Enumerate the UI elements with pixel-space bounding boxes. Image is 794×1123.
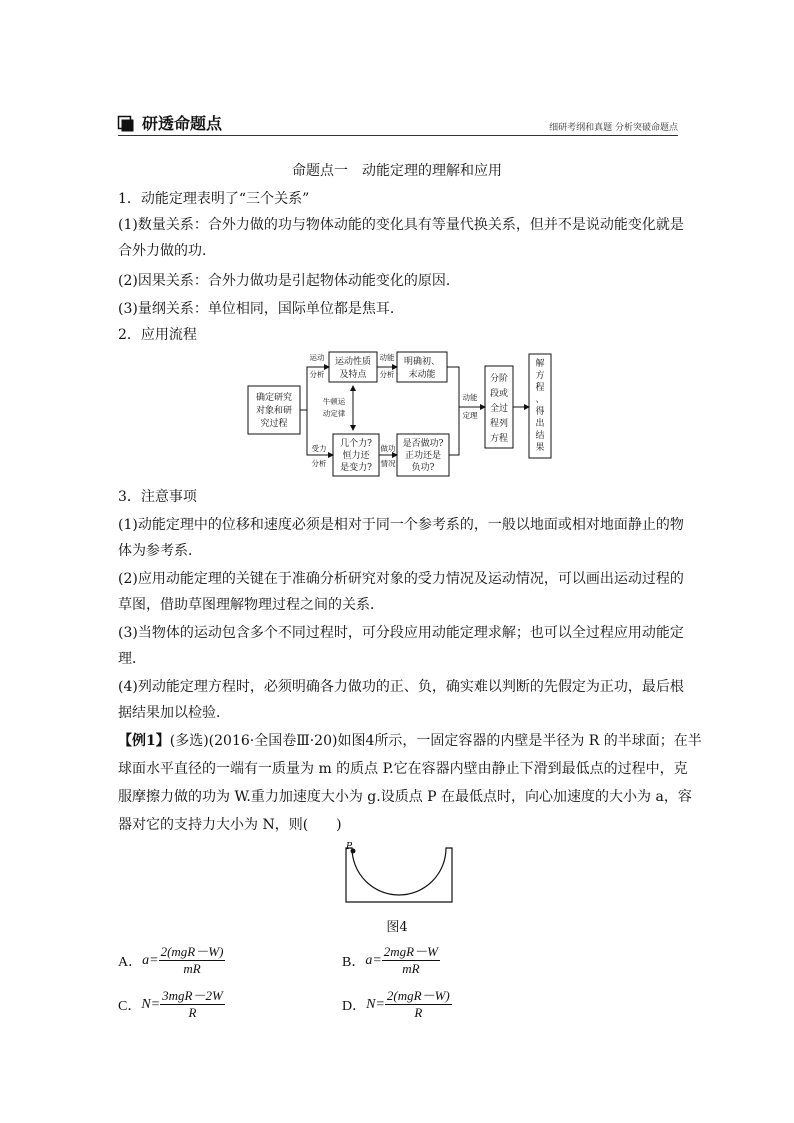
flow-work-line: 正功还是 — [404, 451, 442, 461]
flow-label: 受力 — [311, 444, 327, 453]
denominator: R — [188, 1005, 197, 1020]
paragraph-line: 草图，借助草图理解物理过程之间的关系． — [118, 597, 384, 613]
paragraph-line: (3)量纲关系：单位相同，国际单位都是焦耳． — [118, 301, 404, 317]
flow-ek-line: 明确初、 — [403, 357, 441, 367]
option-c[interactable] — [118, 988, 225, 1021]
flow-label: 动定律 — [322, 409, 346, 418]
flow-start-line: 究过程 — [260, 419, 288, 429]
option-fraction — [382, 944, 440, 977]
option-label: B． — [342, 954, 366, 970]
header-rule — [118, 135, 678, 136]
flow-solve-char: 、 — [535, 395, 545, 405]
option-var: N= — [366, 996, 385, 1012]
flow-label: 分析 — [311, 459, 327, 468]
numerator: 2(mgR－W) — [160, 944, 224, 959]
paragraph-line: 体为参考系． — [118, 543, 202, 559]
flow-segment-char: 全过 — [489, 404, 509, 414]
flow-solve-char: 得 — [535, 407, 545, 417]
flow-start-line: 确定研究 — [255, 393, 293, 403]
flow-motion-line: 及特点 — [339, 370, 367, 380]
option-fraction — [385, 988, 452, 1021]
option-fraction — [160, 988, 225, 1021]
flow-solve-char: 程 — [535, 383, 545, 393]
denominator: mR — [183, 961, 201, 976]
flow-diagram — [245, 352, 555, 473]
numerator: 3mgR－2W — [162, 988, 223, 1003]
numerator: 2mgR－W — [383, 944, 438, 959]
section-square-icon — [118, 116, 134, 132]
heading-notes: 3．注意事项 — [118, 489, 197, 505]
flow-start-line: 对象和研 — [255, 406, 293, 416]
option-var: a= — [365, 952, 382, 968]
paragraph-line: (1)动能定理中的位移和速度必须是相对于同一个参考系的，一般以地面或相对地面静止的物 — [118, 517, 684, 533]
paragraph-line: (2)因果关系：合外力做功是引起物体动能变化的原因． — [118, 273, 460, 289]
example-line: 服摩擦力做的功为 W.重力加速度大小为 g.设质点 P 在最低点时，向心加速度的大小为 a，容 — [118, 789, 692, 805]
example-line: 球面水平直径的一端有一质量为 m 的质点 P.它在容器内壁由静止下滑到最低点的过程中，克 — [118, 761, 688, 777]
flow-solve-char: 结 — [535, 431, 545, 441]
example-text: (多选)(2016·全国卷Ⅲ·20)如图4所示，一固定容器的内壁是半径为 R 的半球面；在半 — [169, 733, 702, 749]
option-b[interactable] — [342, 944, 440, 977]
hemisphere-container-figure — [340, 842, 460, 912]
option-d[interactable] — [342, 988, 452, 1021]
flow-segment-char: 程列 — [489, 419, 509, 429]
paragraph-line: 理． — [118, 651, 146, 667]
denominator: mR — [402, 961, 420, 976]
flow-force-line: 几个力? — [340, 439, 372, 449]
flow-label: 定理 — [462, 411, 478, 420]
option-var: N= — [141, 996, 161, 1012]
flow-force-line: 是变力? — [340, 463, 372, 473]
heading-flow: 2．应用流程 — [118, 327, 197, 343]
flow-solve-char: 解 — [535, 359, 545, 369]
flow-force-line: 恒力还 — [342, 451, 370, 461]
point-label: P — [346, 842, 353, 852]
flow-work-line: 负功? — [411, 463, 435, 473]
flow-work-line: 是否做功? — [402, 439, 444, 449]
flow-segment-char: 段或 — [489, 389, 509, 399]
flow-motion-line: 运动性质 — [334, 357, 372, 367]
flow-ek-line: 末动能 — [408, 370, 436, 380]
option-label: A． — [118, 954, 143, 970]
paragraph-line: (1)数量关系：合外力做的功与物体动能的变化具有等量代换关系，但并不是说动能变化就是 — [118, 217, 684, 233]
flow-label: 做功 — [380, 444, 396, 453]
figure-caption: 图4 — [386, 920, 408, 935]
flow-label: 分析 — [379, 370, 395, 379]
example-tag: 【例1】 — [118, 733, 170, 749]
paragraph-line: (2)应用动能定理的关键在于准确分析研究对象的受力情况及运动情况，可以画出运动过程的 — [118, 571, 684, 587]
option-var: a= — [142, 952, 159, 968]
flow-solve-char: 方 — [535, 371, 545, 381]
option-fraction — [159, 944, 226, 977]
paragraph-line: 据结果加以检验． — [118, 705, 230, 721]
flow-label: 运动 — [309, 353, 325, 362]
flow-label: 动能 — [379, 353, 395, 362]
option-label: C． — [118, 998, 142, 1014]
section-header — [118, 114, 678, 136]
header-title: 研透命题点 — [142, 114, 223, 133]
section-title: 命题点一 动能定理的理解和应用 — [292, 163, 502, 179]
flow-solve-char: 果 — [535, 443, 545, 453]
paragraph-line: 合外力做的功． — [118, 243, 216, 259]
flow-label: 动能 — [462, 393, 478, 402]
flow-label: 情况 — [380, 459, 396, 468]
flow-label: 分析 — [309, 370, 325, 379]
paragraph-line: (4)列动能定理方程时，必须明确各力做功的正、负，确实难以判断的先假定为正功，最后根 — [118, 679, 684, 695]
numerator: 2(mgR－W) — [386, 988, 450, 1003]
option-a[interactable] — [118, 944, 225, 977]
option-label: D． — [342, 998, 367, 1014]
flow-segment-char: 方程 — [489, 434, 509, 444]
flow-segment-char: 分阶 — [489, 374, 509, 384]
paragraph-line: (3)当物体的运动包含多个不同过程时，可分段应用动能定理求解；也可以全过程应用动能定 — [118, 625, 684, 641]
flow-solve-char: 出 — [535, 419, 545, 429]
denominator: R — [414, 1005, 423, 1020]
header-subtitle: 细研考纲和真题 分析突破命题点 — [549, 123, 678, 133]
flow-label: 牛顿运 — [322, 397, 346, 406]
heading-three-relations: 1．动能定理表明了“三个关系” — [118, 191, 310, 207]
example-line: 器对它的支持力大小为 N，则( ) — [118, 817, 342, 833]
example-line — [118, 728, 702, 754]
